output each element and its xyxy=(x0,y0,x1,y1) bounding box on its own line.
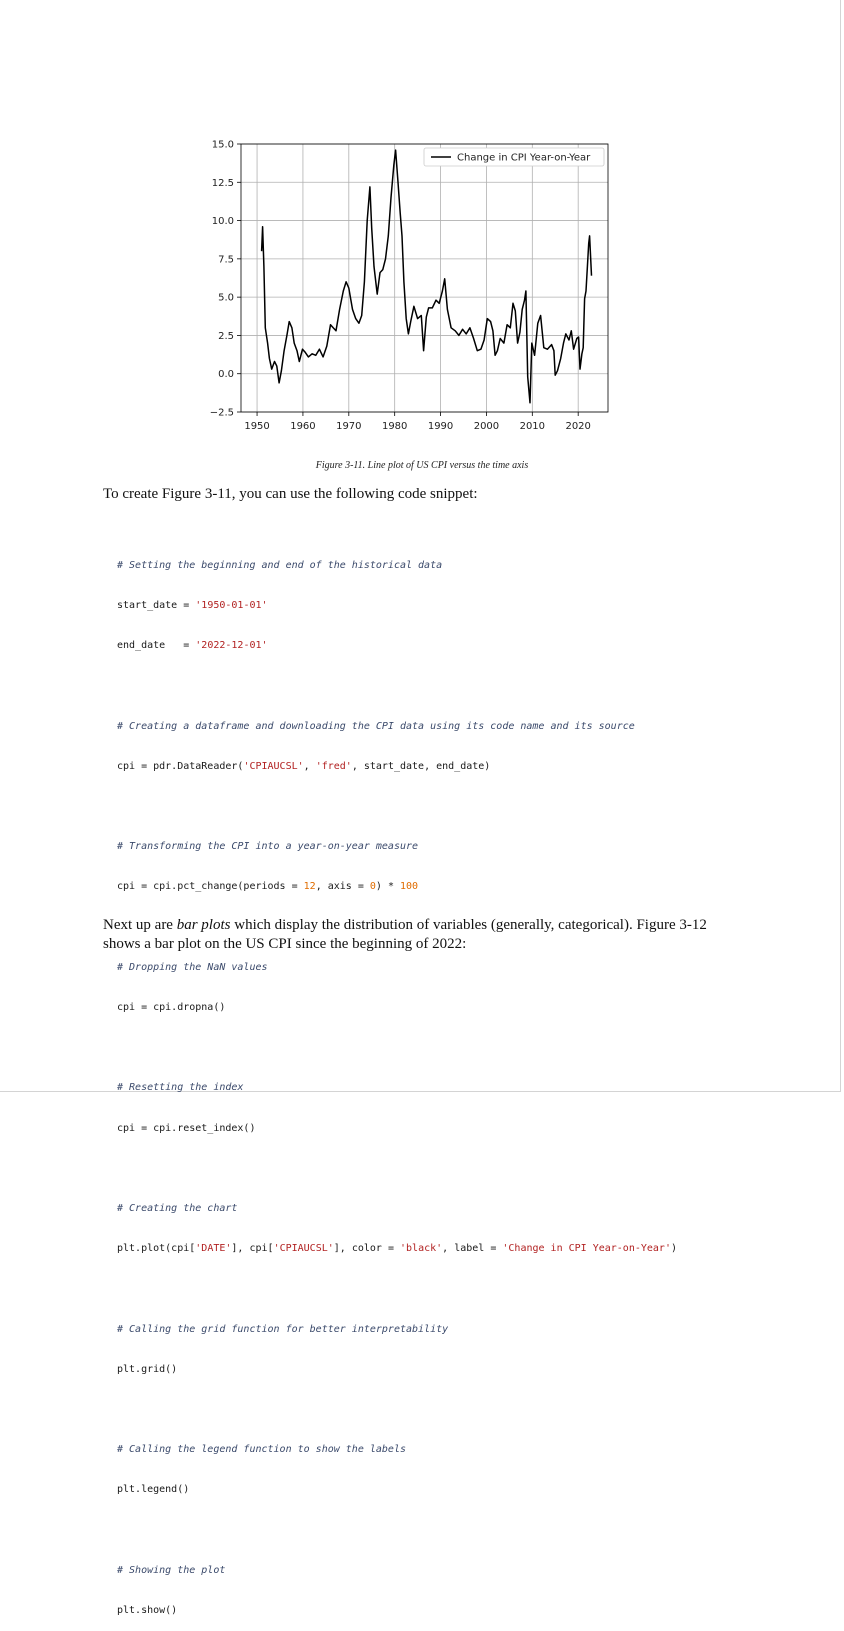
cpi-line-chart xyxy=(196,134,616,439)
code-comment: # Creating a dataframe and downloading the CPI data using its code name and its source xyxy=(117,720,635,732)
y-tick-label: 0.0 xyxy=(218,369,234,381)
x-tick-label: 1990 xyxy=(427,421,454,432)
y-tick-label: 2.5 xyxy=(218,330,234,342)
series-line xyxy=(262,150,592,403)
figure-caption: Figure 3-11. Line plot of US CPI versus the time axis xyxy=(315,460,529,471)
plot-frame xyxy=(241,144,608,412)
code-line: cpi = cpi.pct_change(periods = 12, axis = 0) * 100 xyxy=(117,881,419,893)
code-line: cpi = cpi.reset_index() xyxy=(117,1122,256,1134)
code-line: end_date = '2022-12-01' xyxy=(117,640,268,652)
y-tick-label: 10.0 xyxy=(211,216,234,228)
code-comment: # Calling the legend function to show the labels xyxy=(117,1444,406,1456)
y-tick-label: 5.0 xyxy=(218,292,234,304)
y-tick-label: 7.5 xyxy=(218,254,234,266)
code-line: start_date = '1950-01-01' xyxy=(117,600,268,612)
code-line: cpi = cpi.dropna() xyxy=(117,1002,226,1014)
x-tick-label: 1960 xyxy=(290,421,316,432)
code-line: plt.legend() xyxy=(117,1484,190,1496)
code-line: cpi = pdr.DataReader('CPIAUCSL', 'fred', start_date, end_date) xyxy=(117,760,491,772)
code-comment: # Setting the beginning and end of the historical data xyxy=(117,559,443,571)
code-comment: # Resetting the index xyxy=(117,1082,244,1094)
code-snippet xyxy=(117,532,677,1631)
emphasis-bar-plots: bar plots xyxy=(176,917,231,933)
next-paragraph: Next up are bar plots which display the distribution of variables (generally, categorical). Figure 3-12 shows a bar plot on the US CPI since the beginning of 2022: xyxy=(103,917,707,952)
legend-label: Change in CPI Year-on-Year xyxy=(457,152,591,164)
y-tick-label: 12.5 xyxy=(211,177,234,189)
code-comment: # Transforming the CPI into a year-on-year measure xyxy=(117,841,419,853)
intro-paragraph: To create Figure 3-11, you can use the following code snippet: xyxy=(103,486,478,502)
x-tick-label: 1950 xyxy=(244,421,270,432)
code-line: plt.show() xyxy=(117,1605,178,1617)
x-tick-label: 1980 xyxy=(381,421,408,432)
x-tick-label: 2000 xyxy=(473,421,500,432)
code-line: plt.grid() xyxy=(117,1363,178,1375)
y-tick-label: −2.5 xyxy=(209,407,234,419)
x-tick-label: 2020 xyxy=(565,421,591,432)
x-tick-label: 2010 xyxy=(519,421,546,432)
code-comment: # Showing the plot xyxy=(117,1564,226,1576)
x-tick-label: 1970 xyxy=(336,421,362,432)
code-comment: # Calling the grid function for better interpretability xyxy=(117,1323,449,1335)
code-line: plt.plot(cpi['DATE'], cpi['CPIAUCSL'], color = 'black', label = 'Change in CPI Year-on-Year') xyxy=(117,1243,677,1255)
code-comment: # Dropping the NaN values xyxy=(117,961,268,973)
code-comment: # Creating the chart xyxy=(117,1203,238,1215)
y-tick-label: 15.0 xyxy=(211,139,234,151)
